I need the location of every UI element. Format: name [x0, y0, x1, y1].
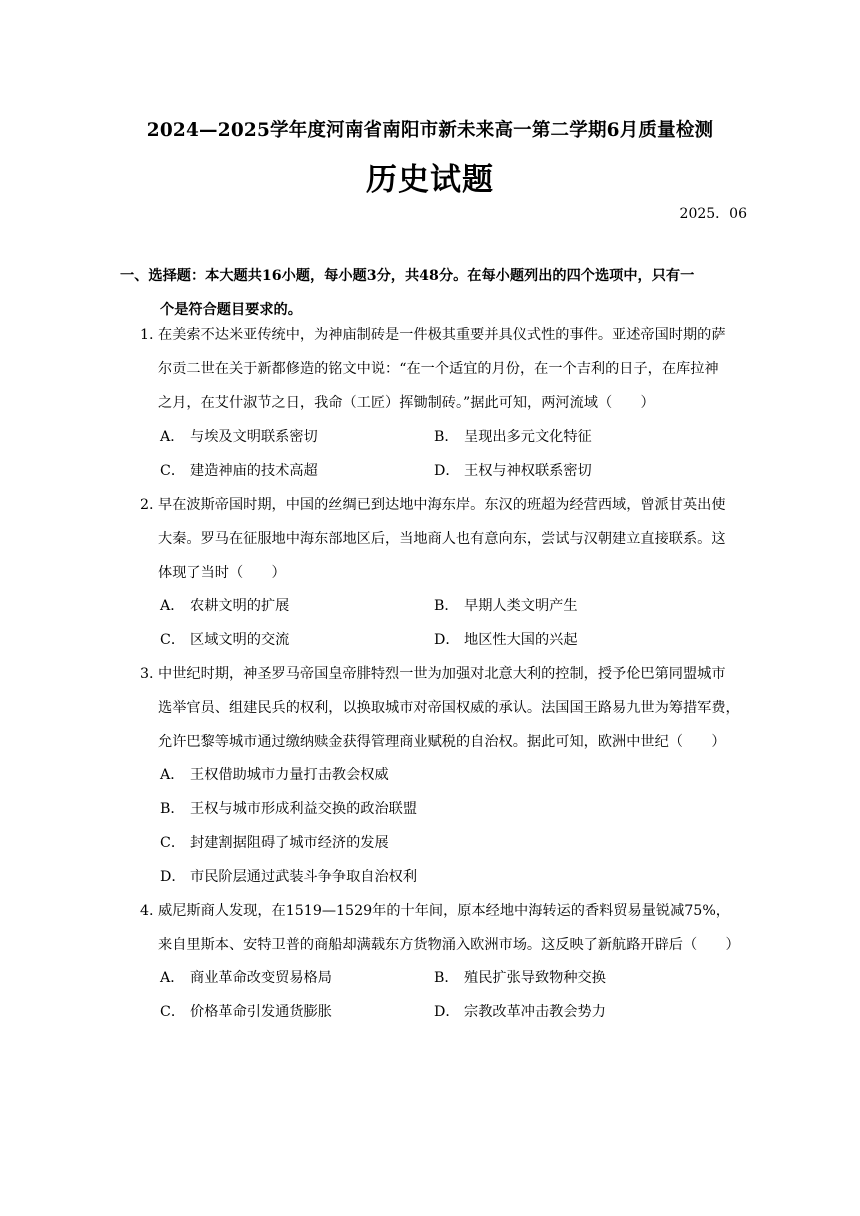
question-2-option-b: B． 早期人类文明产生	[434, 598, 578, 614]
section-heading-line-2: 个是符合题目要求的。	[160, 302, 302, 318]
question-2-stem	[140, 488, 732, 590]
question-2-option-a: A． 农耕文明的扩展	[160, 598, 290, 614]
question-2-option-c: C． 区域文明的交流	[160, 632, 290, 648]
exam-title: 2024—2025学年度河南省南阳市新未来高一第二学期6月质量检测	[146, 120, 714, 141]
question-3-line-1: 3. 中世纪时期，神圣罗马帝国皇帝腓特烈一世为加强对北意大利的控制，授予伦巴第同盟城市	[140, 666, 726, 682]
question-1-stem	[140, 318, 732, 420]
question-4-line-2: 来自里斯本、安特卫普的商船却满载东方货物涌入欧洲市场。这反映了新航路开辟后（ ）	[158, 937, 740, 953]
question-1-option-b: B． 呈现出多元文化特征	[434, 429, 592, 445]
question-3-stem	[140, 657, 740, 759]
question-2-line-1: 2. 早在波斯帝国时期，中国的丝绸已到达地中海东岸。东汉的班超为经营西域，曾派甘英出使	[140, 497, 726, 513]
question-2-line-3: 体现了当时（ ）	[158, 565, 286, 581]
question-3-option-b: B． 王权与城市形成利益交换的政治联盟	[160, 801, 418, 817]
question-3-option-c: C． 封建割据阻碍了城市经济的发展	[160, 835, 389, 851]
question-2-line-2: 大秦。罗马在征服地中海东部地区后，当地商人也有意向东，尝试与汉朝建立直接联系。这	[158, 531, 726, 547]
question-3-option-a: A． 王权借助城市力量打击教会权威	[160, 767, 389, 783]
question-1-line-2: 尔贡二世在关于新都修造的铭文中说：“在一个适宜的月份，在一个吉利的日子，在库拉神	[158, 361, 719, 377]
question-1-line-3: 之月，在艾什淑节之日，我命（工匠）挥锄制砖。”据此可知，两河流域（ ）	[158, 395, 655, 411]
question-1-option-d: D． 王权与神权联系密切	[434, 463, 592, 479]
question-4-option-a: A． 商业革命改变贸易格局	[160, 970, 332, 986]
question-3-line-3: 允许巴黎等城市通过缴纳赎金获得管理商业赋税的自治权。据此可知，欧洲中世纪（ ）	[158, 734, 726, 750]
question-4-option-d: D． 宗教改革冲击教会势力	[434, 1004, 606, 1020]
question-4-option-c: C． 价格革命引发通货膨胀	[160, 1004, 332, 1020]
section-heading	[120, 259, 740, 327]
question-3-line-2: 选举官员、组建民兵的权利，以换取城市对帝国权威的承认。法国国王路易九世为筹措军费，	[158, 700, 740, 716]
exam-date: 2025．06	[679, 206, 747, 222]
question-1-option-c: C． 建造神庙的技术高超	[160, 463, 318, 479]
question-4-option-b: B． 殖民扩张导致物种交换	[434, 970, 606, 986]
question-3-option-d: D． 市民阶层通过武装斗争争取自治权利	[160, 869, 418, 885]
question-4-stem	[140, 894, 740, 962]
question-4-line-1: 4. 威尼斯商人发现，在1519—1529年的十年间，原本经地中海转运的香料贸易量锐减75%，	[140, 903, 730, 919]
question-2-option-d: D． 地区性大国的兴起	[434, 632, 578, 648]
section-heading-line-1: 一、选择题：本大题共16小题，每小题3分，共48分。在每小题列出的四个选项中，只有一	[120, 268, 695, 284]
question-1-line-1: 1. 在美索不达米亚传统中，为神庙制砖是一件极其重要并具仪式性的事件。亚述帝国时期的萨	[140, 327, 726, 343]
subject-title: 历史试题	[366, 162, 494, 198]
question-1-option-a: A． 与埃及文明联系密切	[160, 429, 318, 445]
